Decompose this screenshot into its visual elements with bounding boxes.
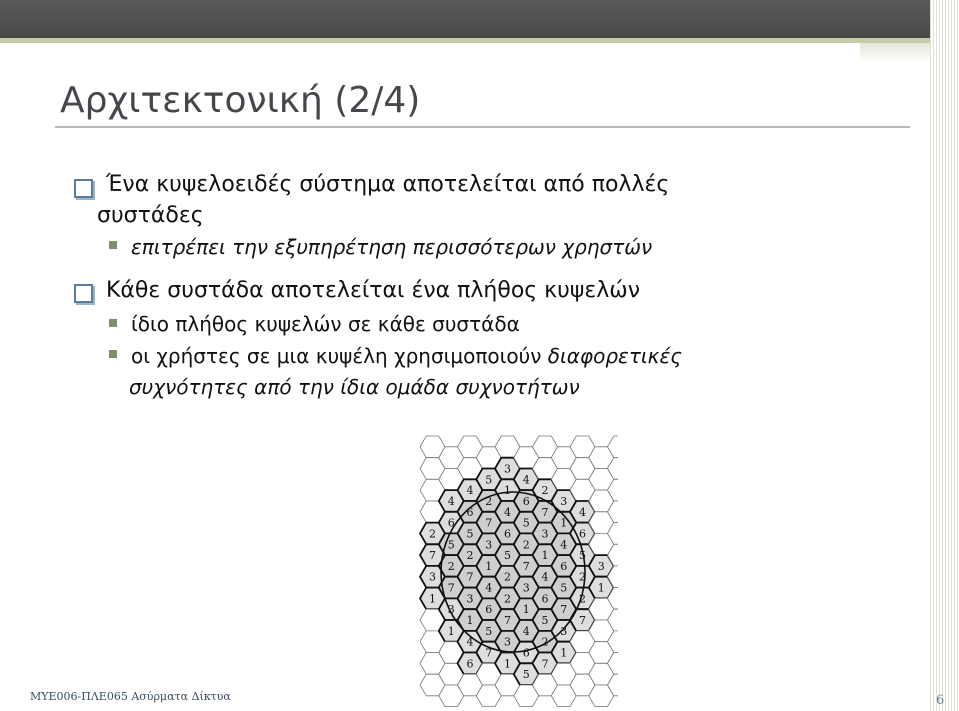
hex-cell-label: 6 bbox=[485, 603, 493, 617]
hex-cell-label: 4 bbox=[522, 473, 530, 487]
hex-cell-label: 7 bbox=[522, 559, 530, 573]
title-divider bbox=[55, 126, 910, 128]
hex-cell-label: 3 bbox=[541, 527, 549, 541]
hex-cell-label: 6 bbox=[466, 505, 474, 519]
hex-cell-label: 4 bbox=[466, 484, 474, 498]
checkbox-bullet-icon bbox=[74, 179, 93, 198]
hex-cell-label: 2 bbox=[504, 592, 511, 606]
hex-cell-label: 7 bbox=[466, 570, 474, 584]
hex-cell-label: 5 bbox=[522, 516, 530, 530]
hex-cell-label: 4 bbox=[522, 624, 530, 638]
hex-cell-label: 3 bbox=[466, 592, 474, 606]
hex-cell-label: 3 bbox=[560, 624, 568, 638]
hex-cell-label: 1 bbox=[522, 603, 530, 617]
hex-cell-label: 3 bbox=[485, 538, 493, 552]
hex-cell-label: 1 bbox=[504, 484, 511, 498]
hex-cell-label: 4 bbox=[485, 581, 493, 595]
hex-cell-label: 7 bbox=[541, 505, 549, 519]
hex-cell-label: 1 bbox=[485, 559, 493, 573]
hex-cell-label: 4 bbox=[466, 635, 474, 649]
hex-cell-label: 5 bbox=[541, 614, 549, 627]
checkbox-bullet-icon bbox=[74, 284, 93, 303]
hex-cell-label: 2 bbox=[579, 570, 586, 584]
hex-cell-label: 2 bbox=[522, 538, 530, 552]
hex-cell-label: 1 bbox=[560, 646, 568, 660]
sub-bullet-2-2-line-1 bbox=[131, 344, 682, 368]
hex-cell-label: 3 bbox=[447, 603, 455, 617]
hex-cell-label: 5 bbox=[560, 581, 568, 595]
hex-cell-label: 6 bbox=[466, 657, 474, 671]
square-bullet-icon bbox=[109, 319, 117, 327]
square-bullet-icon bbox=[109, 350, 117, 358]
hex-cell-label: 7 bbox=[447, 581, 455, 595]
bullet-2-line-1: Κάθε συστάδα αποτελείται ένα πλήθος κυψελών bbox=[106, 278, 641, 303]
hex-cell-label: 1 bbox=[541, 549, 549, 563]
sub-bullet-2-2-italic: διαφορετικές bbox=[547, 344, 683, 368]
hex-cell-label: 7 bbox=[541, 657, 549, 671]
hex-cell-label: 3 bbox=[597, 559, 605, 573]
hex-cell-label: 1 bbox=[429, 592, 436, 606]
square-bullet-icon bbox=[109, 241, 117, 249]
sub-bullet-2-2-line-2: συχνότητες από την ίδια ομάδα συχνοτήτων bbox=[129, 375, 580, 399]
hex-cell-label: 7 bbox=[579, 614, 586, 627]
hex-cell-label: 4 bbox=[579, 505, 586, 519]
slide-title: Αρχιτεκτονική (2/4) bbox=[60, 80, 421, 121]
hex-cell-label: 6 bbox=[560, 559, 568, 573]
bullet-1-line-1: Ένα κυψελοειδές σύστημα αποτελείται από πολλές bbox=[106, 172, 670, 197]
hex-cell-label: 4 bbox=[560, 538, 568, 552]
hex-cell-label: 5 bbox=[522, 668, 530, 682]
hex-cell-label: 6 bbox=[522, 495, 530, 508]
hex-cell-label: 3 bbox=[522, 581, 530, 595]
hex-cell-label: 2 bbox=[485, 495, 493, 508]
hex-cell-label: 7 bbox=[485, 646, 493, 660]
hex-cell-label: 5 bbox=[466, 527, 474, 541]
right-decorative-stripes bbox=[930, 0, 959, 711]
top-banner-accent bbox=[0, 38, 930, 43]
bullet-1-line-2: συστάδες bbox=[97, 203, 204, 228]
page-number: 6 bbox=[936, 693, 945, 708]
hex-cell-label: 6 bbox=[504, 527, 511, 541]
hex-cell-label: 7 bbox=[429, 549, 436, 563]
hex-cell-label: 1 bbox=[560, 516, 568, 530]
hex-cell-label: 7 bbox=[560, 603, 568, 617]
hex-cell-label: 3 bbox=[504, 462, 511, 476]
hex-cell-label: 2 bbox=[541, 635, 549, 649]
hex-cell-label: 7 bbox=[504, 614, 511, 627]
hex-cell-label: 2 bbox=[429, 527, 436, 541]
hex-cell-label: 2 bbox=[447, 559, 455, 573]
hex-cell-label: 6 bbox=[447, 516, 455, 530]
hex-cell-label: 6 bbox=[579, 527, 586, 541]
hex-cell-label: 1 bbox=[447, 624, 455, 638]
hex-cell-label: 2 bbox=[466, 549, 474, 563]
hex-cell-label: 2 bbox=[504, 570, 511, 584]
hex-cell-label: 3 bbox=[560, 495, 568, 508]
hex-cell-label: 5 bbox=[485, 473, 493, 487]
hex-cell-label: 6 bbox=[541, 592, 549, 606]
hex-cell-label: 6 bbox=[522, 646, 530, 660]
hex-cell-label: 5 bbox=[579, 549, 586, 563]
hex-cell-label: 3 bbox=[504, 635, 511, 649]
hex-cell-label: 5 bbox=[504, 549, 511, 563]
hex-cell-label: 3 bbox=[429, 570, 436, 584]
hex-cell-label: 1 bbox=[597, 581, 605, 595]
hex-cell-label: 5 bbox=[485, 624, 493, 638]
hex-cell-label: 4 bbox=[447, 495, 455, 508]
hex-cell-label: 1 bbox=[504, 657, 511, 671]
sub-bullet-1-1: επιτρέπει την εξυπηρέτηση περισσότερων χρηστών bbox=[131, 235, 653, 259]
hex-cell-label: 2 bbox=[579, 592, 586, 606]
hex-cell-label: 4 bbox=[504, 505, 511, 519]
hexagonal-cell-cluster-diagram bbox=[408, 432, 618, 711]
sub-bullet-2-2-normal: οι χρήστες σε μια κυψέλη χρησιμοποιούν bbox=[131, 344, 548, 368]
top-banner-accent-fade bbox=[860, 43, 930, 63]
hex-cell-label: 5 bbox=[447, 538, 455, 552]
hex-cell-label: 7 bbox=[485, 516, 493, 530]
sub-bullet-2-1: ίδιο πλήθος κυψελών σε κάθε συστάδα bbox=[131, 312, 520, 336]
hex-cell-label: 1 bbox=[466, 614, 474, 627]
hex-cell-label: 4 bbox=[541, 570, 549, 584]
footer-course-label: ΜΥΕ006-ΠΛΕ065 Ασύρματα Δίκτυα bbox=[30, 690, 231, 703]
top-banner bbox=[0, 0, 930, 38]
hex-cell-label: 2 bbox=[541, 484, 549, 498]
